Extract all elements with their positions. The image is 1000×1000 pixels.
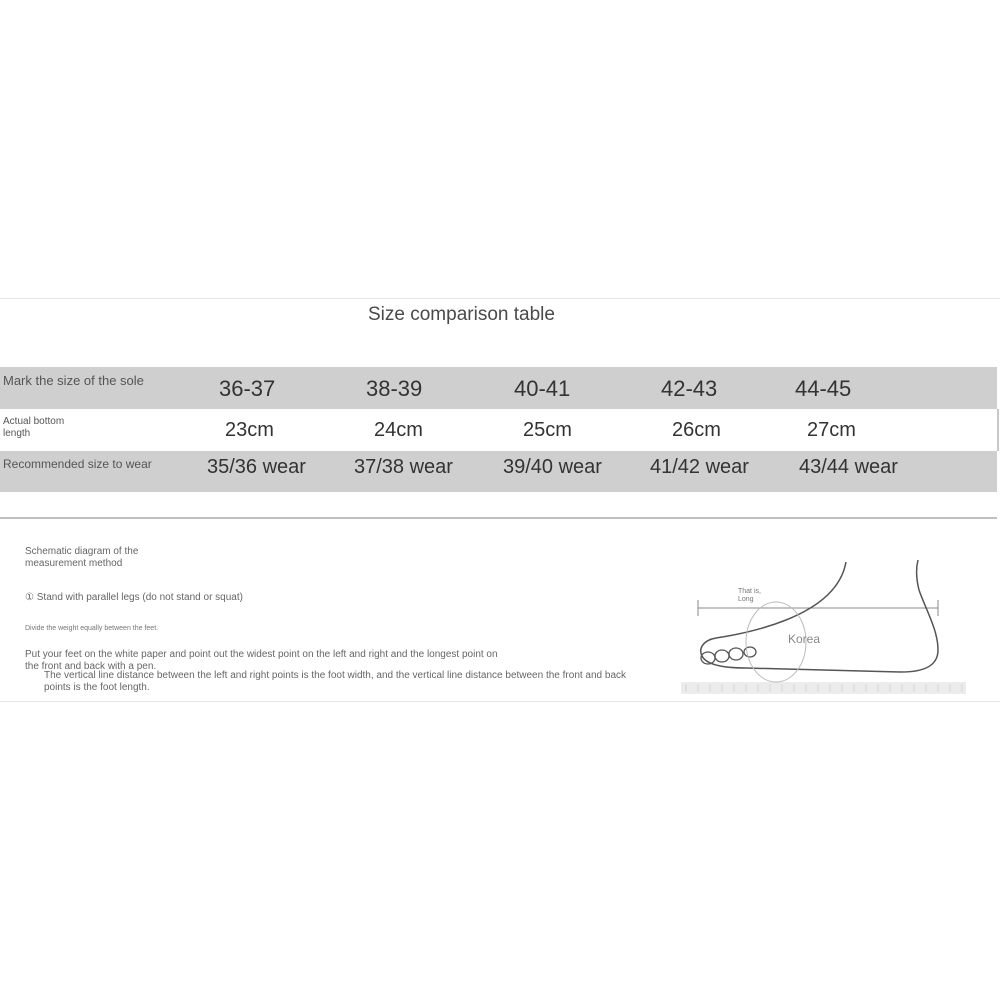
length-label-line-1: That is, (738, 588, 761, 595)
foot-measurement-diagram (676, 550, 976, 700)
table-row-bottom-length (0, 409, 999, 451)
instruction-step-4: The vertical line distance between the left and right points is the foot width, and the vertical line distance between the front and back points is the foot length. (44, 670, 627, 693)
table-cell: 44-45 (795, 376, 852, 401)
table-cell: 39/40 wear (503, 456, 602, 478)
foot-outline (701, 560, 938, 672)
section-divider (0, 517, 997, 519)
watermark-text: Korea (788, 632, 821, 646)
table-cell: 27cm (807, 419, 856, 441)
table-row-recommended-size (0, 451, 997, 492)
length-label (738, 588, 778, 604)
table-cell: 23cm (225, 419, 274, 441)
table-cell: 38-39 (366, 376, 423, 401)
ground-strip (681, 682, 966, 694)
table-cell: 42-43 (661, 376, 718, 401)
table-cell: 35/36 wear (207, 456, 306, 478)
table-cell: 36-37 (219, 376, 276, 401)
instructions-heading: Schematic diagram of the measurement method (25, 546, 139, 569)
row-label: Actual bottom length (3, 416, 65, 439)
table-cell: 43/44 wear (799, 456, 898, 478)
table-row-sole-size (0, 367, 997, 409)
table-cell: 25cm (523, 419, 572, 441)
instruction-step-2: Divide the weight equally between the feet. (25, 625, 159, 632)
table-cell: 41/42 wear (650, 456, 749, 478)
table-cell: 26cm (672, 419, 721, 441)
instruction-step-3: Put your feet on the white paper and point out the widest point on the left and right and the longest point on the front and back with a pen. (25, 649, 498, 672)
page-title: Size comparison table (368, 304, 555, 325)
table-cell: 40-41 (514, 376, 571, 401)
table-cell: 24cm (374, 419, 423, 441)
length-label-line-2: Long (738, 596, 754, 603)
table-cell: 37/38 wear (354, 456, 453, 478)
row-label: Recommended size to wear (3, 457, 152, 471)
instruction-step-1: ① Stand with parallel legs (do not stand or squat) (25, 592, 243, 603)
row-label: Mark the size of the sole (3, 373, 144, 388)
